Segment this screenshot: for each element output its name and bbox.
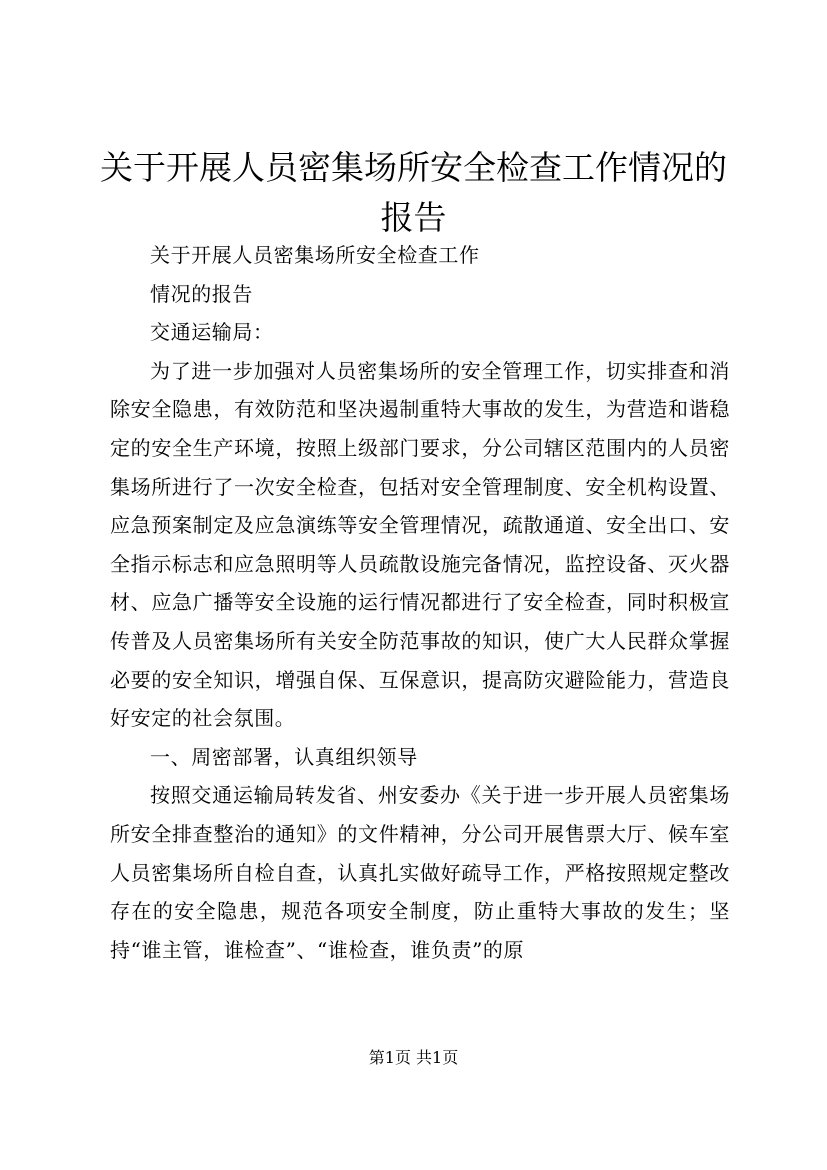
paragraph-heading-line-1: 关于开展人员密集场所安全检查工作: [150, 243, 480, 267]
document-title: 关于开展人员密集场所安全检查工作情况的报告: [100, 148, 727, 237]
document-body: [110, 236, 730, 969]
paragraph-heading-line-2: 情况的报告: [150, 281, 253, 306]
paragraph-section-body: 按照交通运输局转发省、州安委办《关于进一步开展人员密集场所安全排查整治的通知》的文件精神，分公司开展售票大厅、候车室人员密集场所自检自查，认真扎实做好疏导工作，严格按照规定整改存在的安全隐患，规范各项安全制度，防止重特大事故的发生；坚持“谁主管，谁检查”、“谁检查，谁负责”的原: [110, 783, 730, 962]
paragraph-introduction: 为了进一步加强对人员密集场所的安全管理工作，切实排查和消除安全隐患，有效防范和坚决遏制重特大事故的发生，为营造和谐稳定的安全生产环境，按照上级部门要求，分公司辖区范围内的人员密集场所进行了一次安全检查，包括对安全管理制度、安全机构设置、应急预案制定及应急演练等安全管理情况，疏散通道、安全出口、安全指示标志和应急照明等人员疏散设施完备情况，监控设备、灭火器材、应急广播等安全设施的运行情况都进行了安全检查，同时积极宣传普及人员密集场所有关安全防范事故的知识，使广大人民群众掌握必要的安全知识，增强自保、互保意识，提高防灾避险能力，营造良好安定的社会氛围。: [110, 358, 730, 731]
page-footer: 第1页 共1页: [368, 1048, 459, 1067]
paragraph-addressee: 交通运输局：: [150, 320, 274, 345]
paragraph-section-heading: 一、周密部署，认真组织领导: [150, 744, 418, 769]
